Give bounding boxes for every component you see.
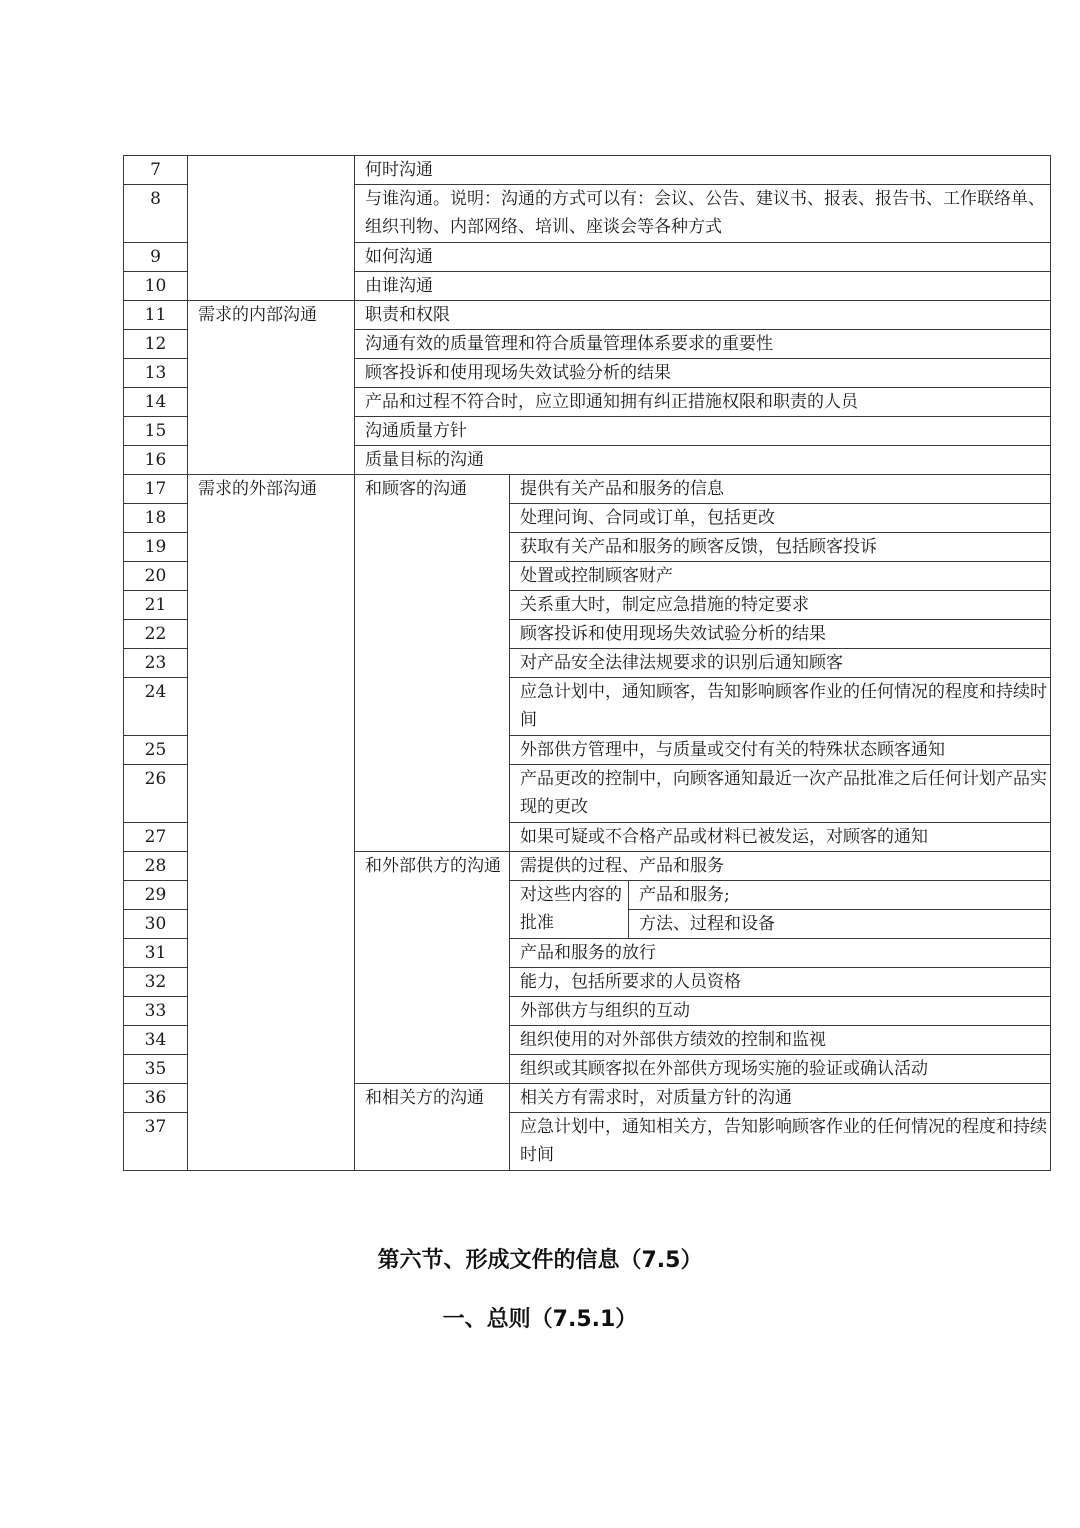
row-number: 24	[124, 678, 188, 736]
section-heading: 第六节、形成文件的信息（7.5）	[377, 1248, 703, 1273]
item-cell: 能力，包括所要求的人员资格	[510, 968, 1051, 997]
item-cell: 外部供方与组织的互动	[510, 997, 1051, 1026]
item-cell: 应急计划中，通知相关方，告知影响顾客作业的任何情况的程度和持续时间	[510, 1113, 1051, 1171]
row-number: 35	[124, 1055, 188, 1084]
row-number: 23	[124, 649, 188, 678]
item-cell: 处理问询、合同或订单，包括更改	[510, 504, 1051, 533]
row-number: 13	[124, 359, 188, 388]
row-number: 27	[124, 823, 188, 852]
row-number: 34	[124, 1026, 188, 1055]
row-number: 32	[124, 968, 188, 997]
row-number: 31	[124, 939, 188, 968]
item-cell: 获取有关产品和服务的顾客反馈，包括顾客投诉	[510, 533, 1051, 562]
item-cell: 质量目标的沟通	[355, 446, 1051, 475]
category-cell: 需求的内部沟通	[188, 301, 355, 475]
item-cell: 提供有关产品和服务的信息	[510, 475, 1051, 504]
row-number: 28	[124, 852, 188, 881]
row-number: 22	[124, 620, 188, 649]
row-number: 36	[124, 1084, 188, 1113]
table-row	[124, 475, 1051, 504]
row-number: 15	[124, 417, 188, 446]
item-cell: 沟通有效的质量管理和符合质量管理体系要求的重要性	[355, 330, 1051, 359]
subsection-heading: 一、总则（7.5.1）	[442, 1307, 638, 1332]
item-cell: 关系重大时，制定应急措施的特定要求	[510, 591, 1051, 620]
item-cell: 由谁沟通	[355, 272, 1051, 301]
item-cell: 何时沟通	[355, 156, 1051, 185]
row-number: 18	[124, 504, 188, 533]
item-cell: 沟通质量方针	[355, 417, 1051, 446]
item-cell: 组织或其顾客拟在外部供方现场实施的验证或确认活动	[510, 1055, 1051, 1084]
subcategory-cell: 和顾客的沟通	[355, 475, 510, 852]
row-number: 21	[124, 591, 188, 620]
item-cell: 组织使用的对外部供方绩效的控制和监视	[510, 1026, 1051, 1055]
item-cell: 处置或控制顾客财产	[510, 562, 1051, 591]
row-number: 37	[124, 1113, 188, 1171]
group-cell: 对这些内容的批准	[510, 881, 629, 939]
row-number: 26	[124, 765, 188, 823]
row-number: 14	[124, 388, 188, 417]
row-number: 10	[124, 272, 188, 301]
row-number: 8	[124, 185, 188, 243]
item-cell: 方法、过程和设备	[629, 910, 1051, 939]
row-number: 20	[124, 562, 188, 591]
row-number: 25	[124, 736, 188, 765]
item-cell: 对产品安全法律法规要求的识别后通知顾客	[510, 649, 1051, 678]
item-cell: 职责和权限	[355, 301, 1051, 330]
communication-requirements-table	[123, 155, 1051, 1171]
item-cell: 产品更改的控制中，向顾客通知最近一次产品批准之后任何计划产品实现的更改	[510, 765, 1051, 823]
row-number: 19	[124, 533, 188, 562]
table-row	[124, 156, 1051, 185]
item-cell: 如果可疑或不合格产品或材料已被发运，对顾客的通知	[510, 823, 1051, 852]
item-cell: 外部供方管理中，与质量或交付有关的特殊状态顾客通知	[510, 736, 1051, 765]
row-number: 16	[124, 446, 188, 475]
row-number: 33	[124, 997, 188, 1026]
row-number: 7	[124, 156, 188, 185]
item-cell: 如何沟通	[355, 243, 1051, 272]
row-number: 9	[124, 243, 188, 272]
row-number: 11	[124, 301, 188, 330]
subcategory-cell: 和相关方的沟通	[355, 1084, 510, 1171]
item-cell: 需提供的过程、产品和服务	[510, 852, 1051, 881]
row-number: 17	[124, 475, 188, 504]
item-cell: 相关方有需求时，对质量方针的沟通	[510, 1084, 1051, 1113]
category-cell	[188, 156, 355, 301]
item-cell: 应急计划中，通知顾客，告知影响顾客作业的任何情况的程度和持续时间	[510, 678, 1051, 736]
subcategory-cell: 和外部供方的沟通	[355, 852, 510, 1084]
item-cell: 与谁沟通。说明：沟通的方式可以有：会议、公告、建议书、报表、报告书、工作联络单、组织刊物、内部网络、培训、座谈会等各种方式	[355, 185, 1051, 243]
item-cell: 顾客投诉和使用现场失效试验分析的结果	[510, 620, 1051, 649]
item-cell: 产品和服务;	[629, 881, 1051, 910]
category-cell: 需求的外部沟通	[188, 475, 355, 1171]
row-number: 30	[124, 910, 188, 939]
row-number: 12	[124, 330, 188, 359]
item-cell: 产品和服务的放行	[510, 939, 1051, 968]
row-number: 29	[124, 881, 188, 910]
table-row	[124, 301, 1051, 330]
item-cell: 顾客投诉和使用现场失效试验分析的结果	[355, 359, 1051, 388]
item-cell: 产品和过程不符合时，应立即通知拥有纠正措施权限和职责的人员	[355, 388, 1051, 417]
